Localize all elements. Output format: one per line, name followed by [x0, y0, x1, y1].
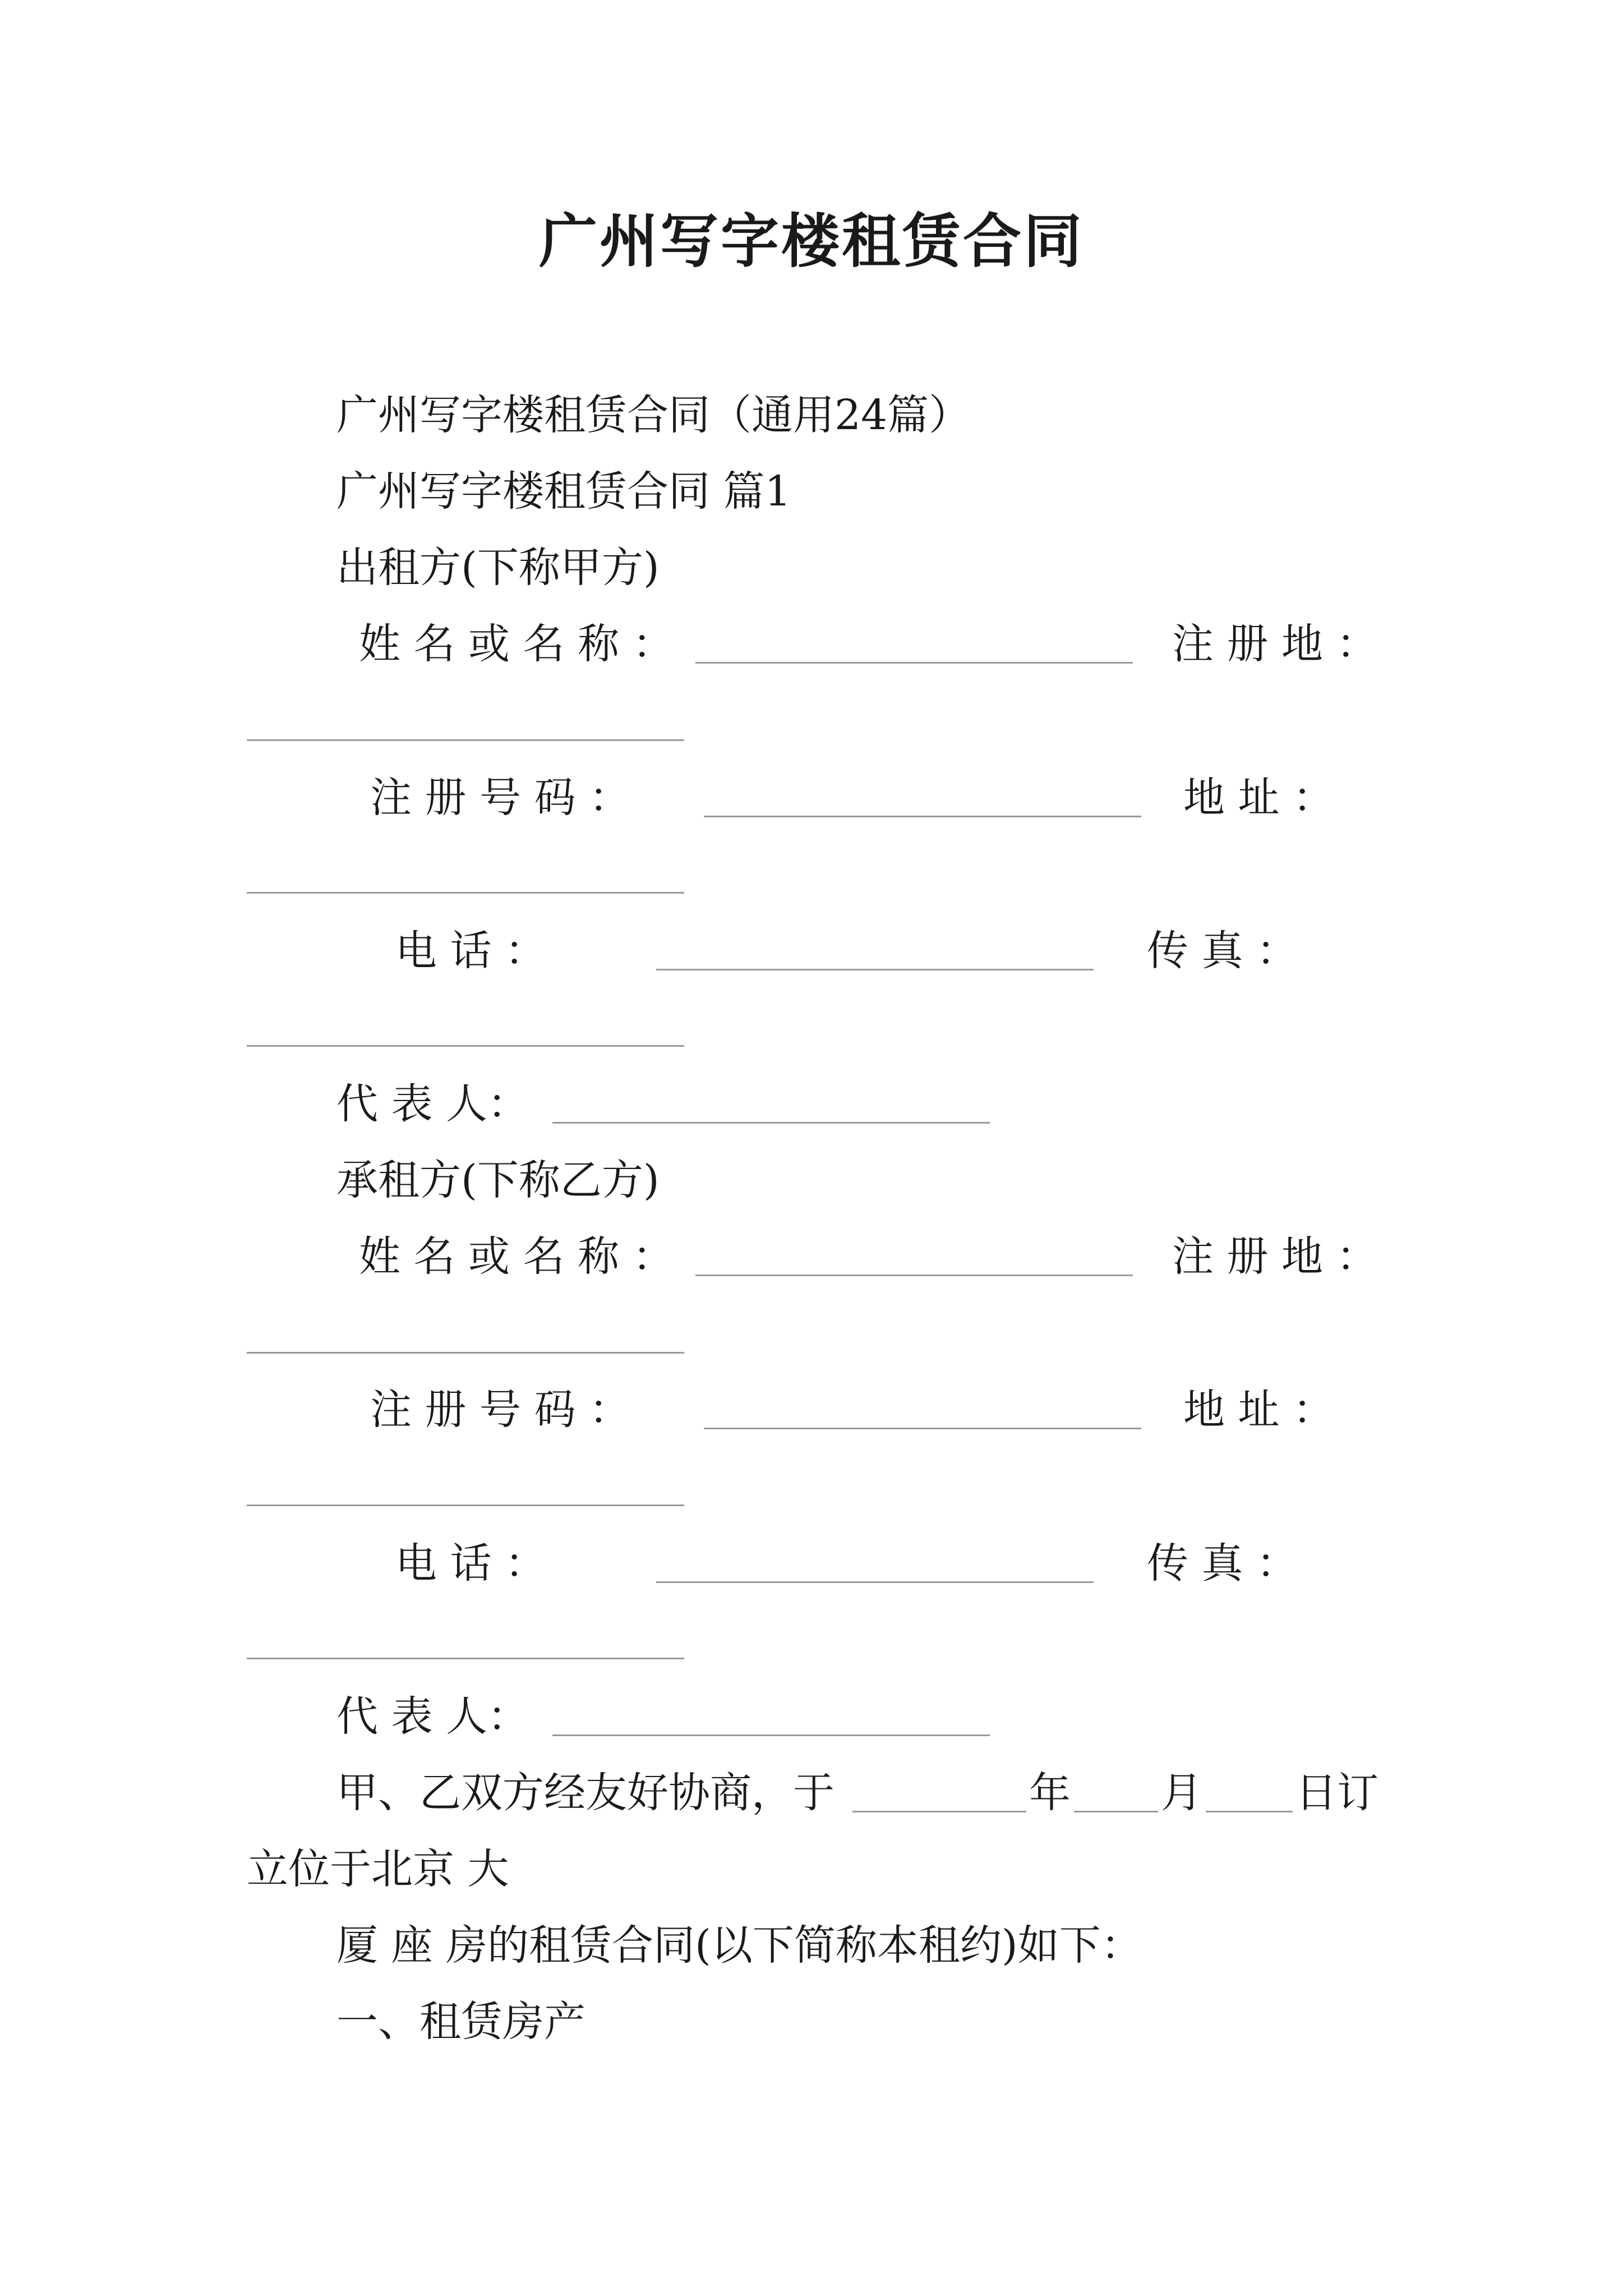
agreement-month-blank	[1074, 1811, 1158, 1812]
agreement-year-label: 年	[1029, 1769, 1071, 1817]
lessee-representative-label: 代 表 人：	[336, 1692, 529, 1741]
lessee-fax-label: 传 真 ：	[1147, 1539, 1298, 1588]
lessor-name-label: 姓 名 或 名 称 ：	[359, 620, 674, 668]
lessor-name-blank	[695, 662, 1133, 664]
lessee-phone-label: 电 话 ：	[395, 1539, 547, 1588]
lessor-representative-label: 代 表 人：	[336, 1080, 529, 1128]
clause-1-heading: 一、租赁房产	[336, 1998, 585, 2046]
lessee-fax-blank	[247, 1658, 684, 1659]
lessor-representative-blank	[552, 1122, 990, 1124]
lessor-address-label: 地 址 ：	[1183, 774, 1335, 822]
document-subtitle: 广州写字楼租赁合同（通用24篇）	[336, 391, 971, 439]
lessor-fax-blank	[247, 1045, 684, 1047]
document-title: 广州写字楼租赁合同	[538, 206, 1084, 275]
agreement-year-blank	[852, 1811, 1026, 1812]
lessee-reg-no-blank	[704, 1428, 1141, 1429]
lessor-phone-blank	[656, 969, 1094, 970]
agreement-text-part2: 立位于北京 大	[247, 1845, 509, 1893]
lessee-reg-place-label: 注 册 地 ：	[1172, 1232, 1378, 1281]
agreement-month-label: 月	[1161, 1769, 1202, 1817]
lessee-phone-blank	[656, 1581, 1094, 1583]
lessor-reg-place-blank	[247, 739, 684, 741]
lessor-reg-place-label: 注 册 地 ：	[1172, 620, 1378, 668]
lessee-address-label: 地 址 ：	[1183, 1386, 1335, 1434]
lessor-reg-no-blank	[704, 816, 1141, 817]
lessee-name-blank	[695, 1274, 1133, 1276]
lessee-name-label: 姓 名 或 名 称 ：	[359, 1232, 674, 1281]
agreement-text-part3: 厦 座 房的租赁合同(以下简称本租约)如下：	[336, 1921, 1142, 1970]
lessor-reg-no-label: 注 册 号 码 ：	[370, 774, 631, 822]
lessee-reg-place-blank	[247, 1352, 684, 1354]
section-heading: 广州写字楼租赁合同 篇1	[336, 467, 791, 516]
agreement-text-part1: 甲、乙双方经友好协商，于	[336, 1769, 834, 1817]
agreement-day-blank	[1206, 1811, 1293, 1812]
lessee-heading: 承租方(下称乙方)	[336, 1156, 660, 1204]
lessor-fax-label: 传 真 ：	[1147, 927, 1298, 975]
lessee-representative-blank	[552, 1734, 990, 1736]
lessor-phone-label: 电 话 ：	[395, 927, 547, 975]
lessee-address-blank	[247, 1504, 684, 1506]
agreement-day-label: 日订	[1295, 1769, 1378, 1817]
lessor-address-blank	[247, 892, 684, 894]
lessee-reg-no-label: 注 册 号 码 ：	[370, 1386, 631, 1434]
lessor-heading: 出租方(下称甲方)	[336, 544, 660, 592]
